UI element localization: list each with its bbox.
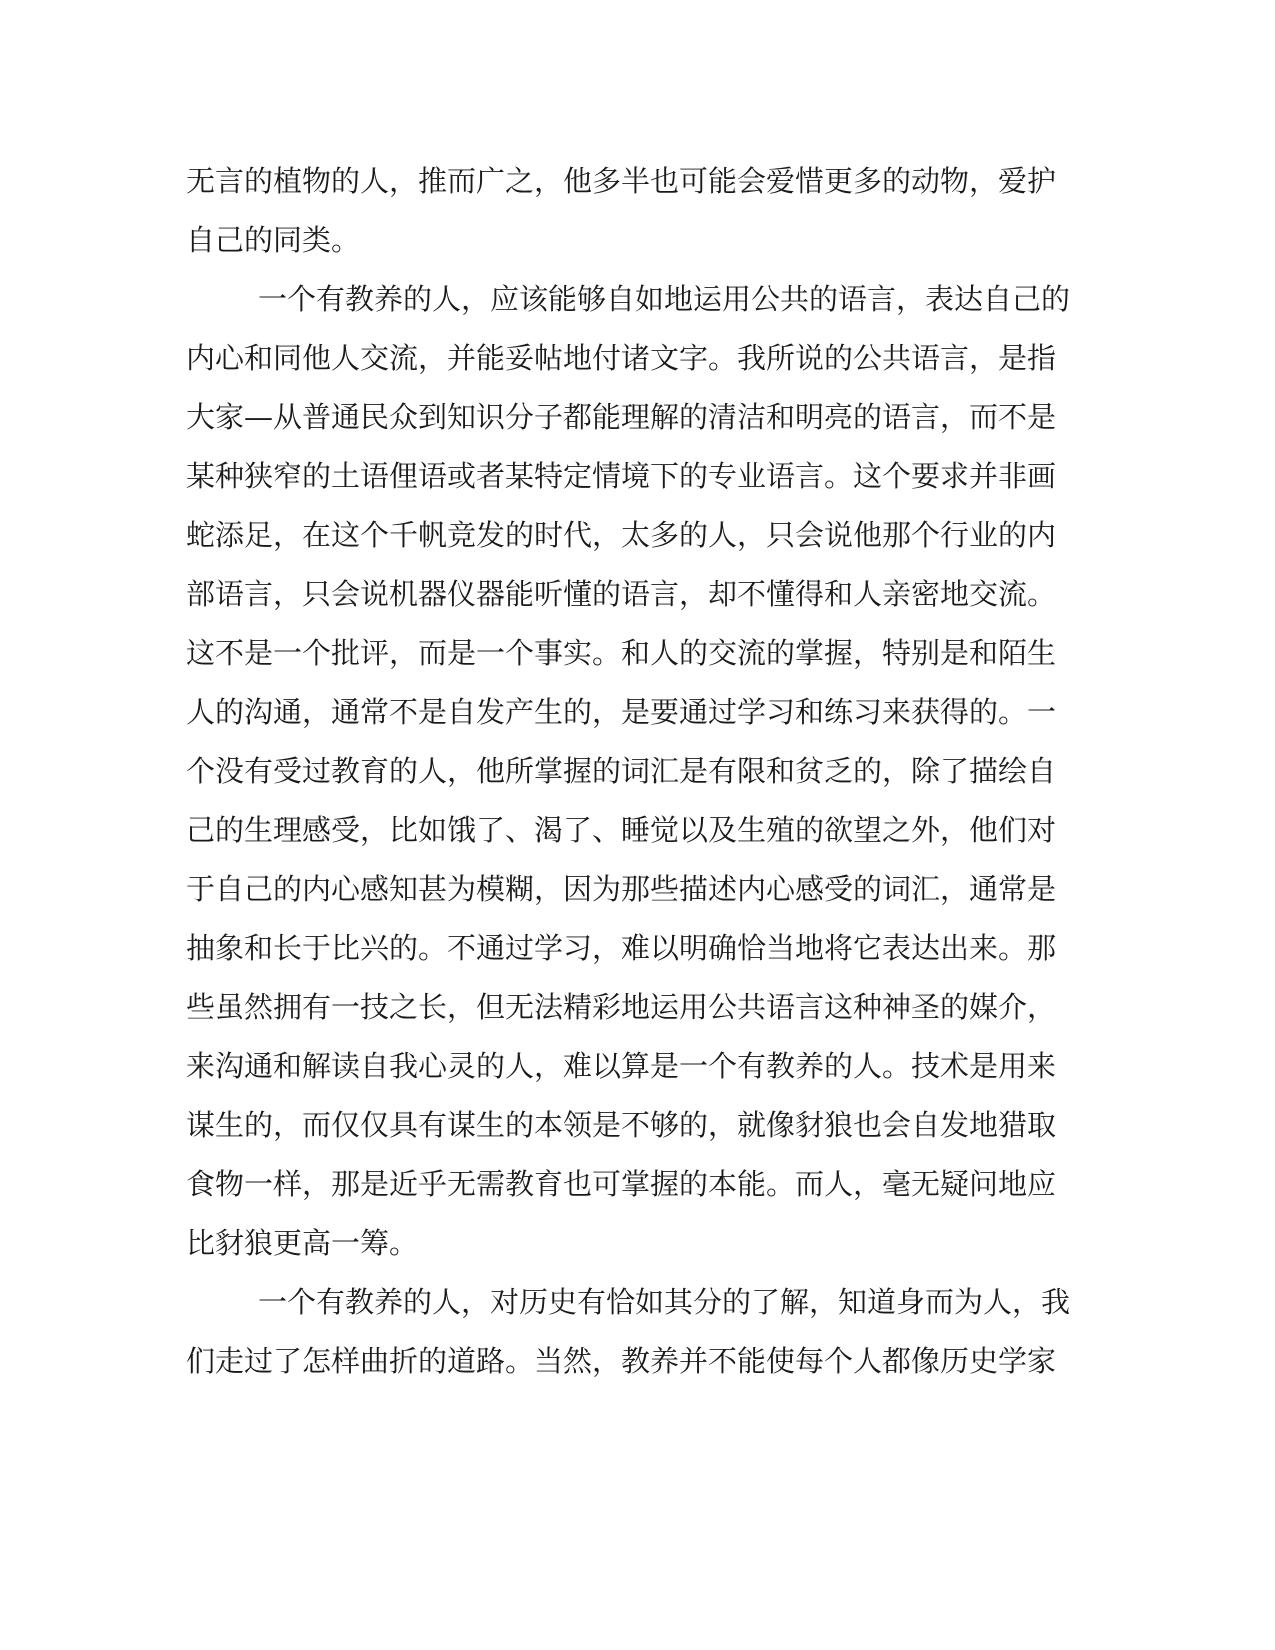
text-line: 们走过了怎样曲折的道路。当然，教养并不能使每个人都像历史学家 [186,1344,1057,1378]
body-text [186,152,1071,1391]
text-line: 于自己的内心感知甚为模糊，因为那些描述内心感受的词汇，通常是 [186,872,1057,906]
text-line: 内心和同他人交流，并能妥帖地付诸文字。我所说的公共语言，是指 [186,341,1057,375]
text-line: 些虽然拥有一技之长，但无法精彩地运用公共语言这种神圣的媒介， [186,990,1057,1024]
text-line: 抽象和长于比兴的。不通过学习，难以明确恰当地将它表达出来。那 [186,931,1057,965]
text-line: 一个有教养的人，应该能够自如地运用公共的语言，表达自己的 [258,282,1071,316]
text-line: 无言的植物的人，推而广之，他多半也可能会爱惜更多的动物，爱护 [186,164,1057,198]
text-line: 比豺狼更高一筹。 [186,1226,419,1260]
text-line: 这不是一个批评，而是一个事实。和人的交流的掌握，特别是和陌生 [186,636,1057,670]
paragraph-1 [186,152,1057,270]
text-line: 某种狭窄的土语俚语或者某特定情境下的专业语言。这个要求并非画 [186,459,1057,493]
text-line: 蛇添足，在这个千帆竞发的时代，太多的人，只会说他那个行业的内 [186,518,1057,552]
text-line: 部语言，只会说机器仪器能听懂的语言，却不懂得和人亲密地交流。 [186,577,1057,611]
text-line: 人的沟通，通常不是自发产生的，是要通过学习和练习来获得的。一 [186,695,1057,729]
paragraph-3 [186,1273,1071,1391]
text-line: 一个有教养的人，对历史有恰如其分的了解，知道身而为人，我 [258,1285,1071,1319]
text-line: 食物一样，那是近乎无需教育也可掌握的本能。而人，毫无疑问地应 [186,1167,1057,1201]
text-line: 大家—从普通民众到知识分子都能理解的清洁和明亮的语言，而不是 [186,400,1057,434]
text-line: 自己的同类。 [186,223,361,257]
text-line: 谋生的，而仅仅具有谋生的本领是不够的，就像豺狼也会自发地猎取 [186,1108,1057,1142]
text-line: 来沟通和解读自我心灵的人，难以算是一个有教养的人。技术是用来 [186,1049,1057,1083]
paragraph-2 [186,270,1071,1273]
text-line: 个没有受过教育的人，他所掌握的词汇是有限和贫乏的，除了描绘自 [186,754,1057,788]
text-line: 己的生理感受，比如饿了、渴了、睡觉以及生殖的欲望之外，他们对 [186,813,1057,847]
